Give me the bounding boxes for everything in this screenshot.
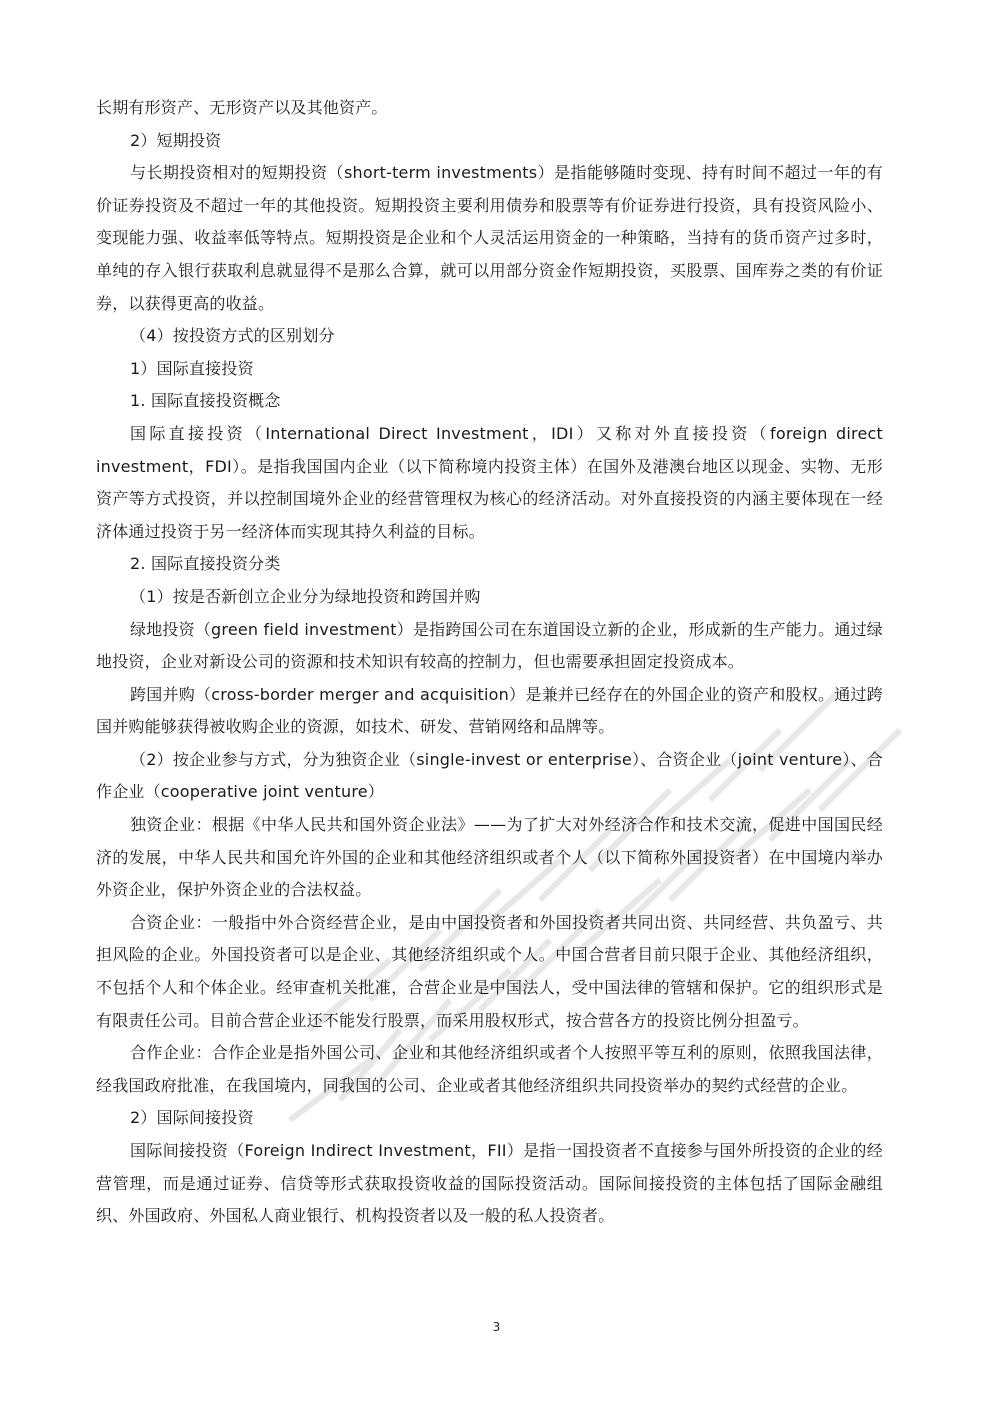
paragraph-4: （4）按投资方式的区别划分	[130, 326, 335, 346]
paragraph-16: 2）国际间接投资	[130, 1108, 254, 1128]
paragraph-9: （1）按是否新创立企业分为绿地投资和跨国并购	[130, 586, 481, 606]
paragraph-10: 绿地投资（green field investment）是指跨国公司在东道国设立新的企业，形成新的生产能力。通过绿地投资，企业对新设公司的资源和技术知识有较高的控制力，但也需要承担固定投资成本。	[96, 619, 883, 672]
paragraph-11: 跨国并购（cross-border merger and acquisition）是兼并已经存在的外国企业的资产和股权。通过跨国并购能够获得被收购企业的资源，如技术、研发、营销网络和品牌等。	[96, 684, 883, 737]
page-number: 3	[492, 1320, 501, 1334]
paragraph-7: 国际直接投资（International Direct Investment，IDI）又称对外直接投资（foreign direct investment，FDI）。是指我国国内企业（以下简称境内投资主体）在国外及港澳台地区以现金、实物、无形资产等方式投资，并以控制国境外企业的经营管理权为核心的经济活动。对外直接投资的内涵主要体现在一经济体通过投资于另一经济体而实现其持久利益的目标。	[96, 423, 883, 541]
paragraph-6: 1. 国际直接投资概念	[130, 391, 281, 411]
paragraph-14: 合资企业：一般指中外合资经营企业，是由中国投资者和外国投资者共同出资、共同经营、共负盈亏、共担风险的企业。外国投资者可以是企业、其他经济组织或个人。中国合营者目前只限于企业、其他经济组织，不包括个人和个体企业。经审查机关批准，合营企业是中国法人，受中国法律的管辖和保护。它的组织形式是有限责任公司。目前合营企业还不能发行股票，而采用股权形式，按合营各方的投资比例分担盈亏。	[96, 912, 883, 1030]
paragraph-17: 国际间接投资（Foreign Indirect Investment，FII）是指一国投资者不直接参与国外所投资的企业的经营管理，而是通过证券、信贷等形式获取投资收益的国际投资活动。国际间接投资的主体包括了国际金融组织、外国政府、外国私人商业银行、机构投资者以及一般的私人投资者。	[96, 1141, 883, 1226]
paragraph-3: 与长期投资相对的短期投资（short-term investments）是指能够随时变现、持有时间不超过一年的有价证券投资及不超过一年的其他投资。短期投资主要利用债券和股票等有价证券进行投资，具有投资风险小、变现能力强、收益率低等特点。短期投资是企业和个人灵活运用资金的一种策略，当持有的货币资产过多时，单纯的存入银行获取利息就显得不是那么合算，就可以用部分资金作短期投资，买股票、国库券之类的有价证券，以获得更高的收益。	[96, 163, 883, 313]
paragraph-15: 合作企业：合作企业是指外国公司、企业和其他经济组织或者个人按照平等互利的原则，依照我国法律，经我国政府批准，在我国境内，同我国的公司、企业或者其他经济组织共同投资举办的契约式经营的企业。	[96, 1043, 883, 1095]
paragraph-12: （2）按企业参与方式，分为独资企业（single-invest or enterprise）、合资企业（joint venture）、合作企业（cooperative joint venture）	[96, 749, 883, 802]
paragraph-2: 2）短期投资	[130, 130, 222, 150]
paragraph-8: 2. 国际直接投资分类	[130, 554, 281, 574]
paragraph-13: 独资企业：根据《中华人民共和国外资企业法》——为了扩大对外经济合作和技术交流，促进中国国民经济的发展，中华人民共和国允许外国的企业和其他经济组织或者个人（以下简称外国投资者）在中国境内举办外资企业，保护外资企业的合法权益。	[96, 815, 883, 900]
paragraph-1: 长期有形资产、无形资产以及其他资产。	[96, 98, 388, 117]
page-body	[96, 92, 883, 1233]
paragraph-5: 1）国际直接投资	[130, 358, 254, 378]
